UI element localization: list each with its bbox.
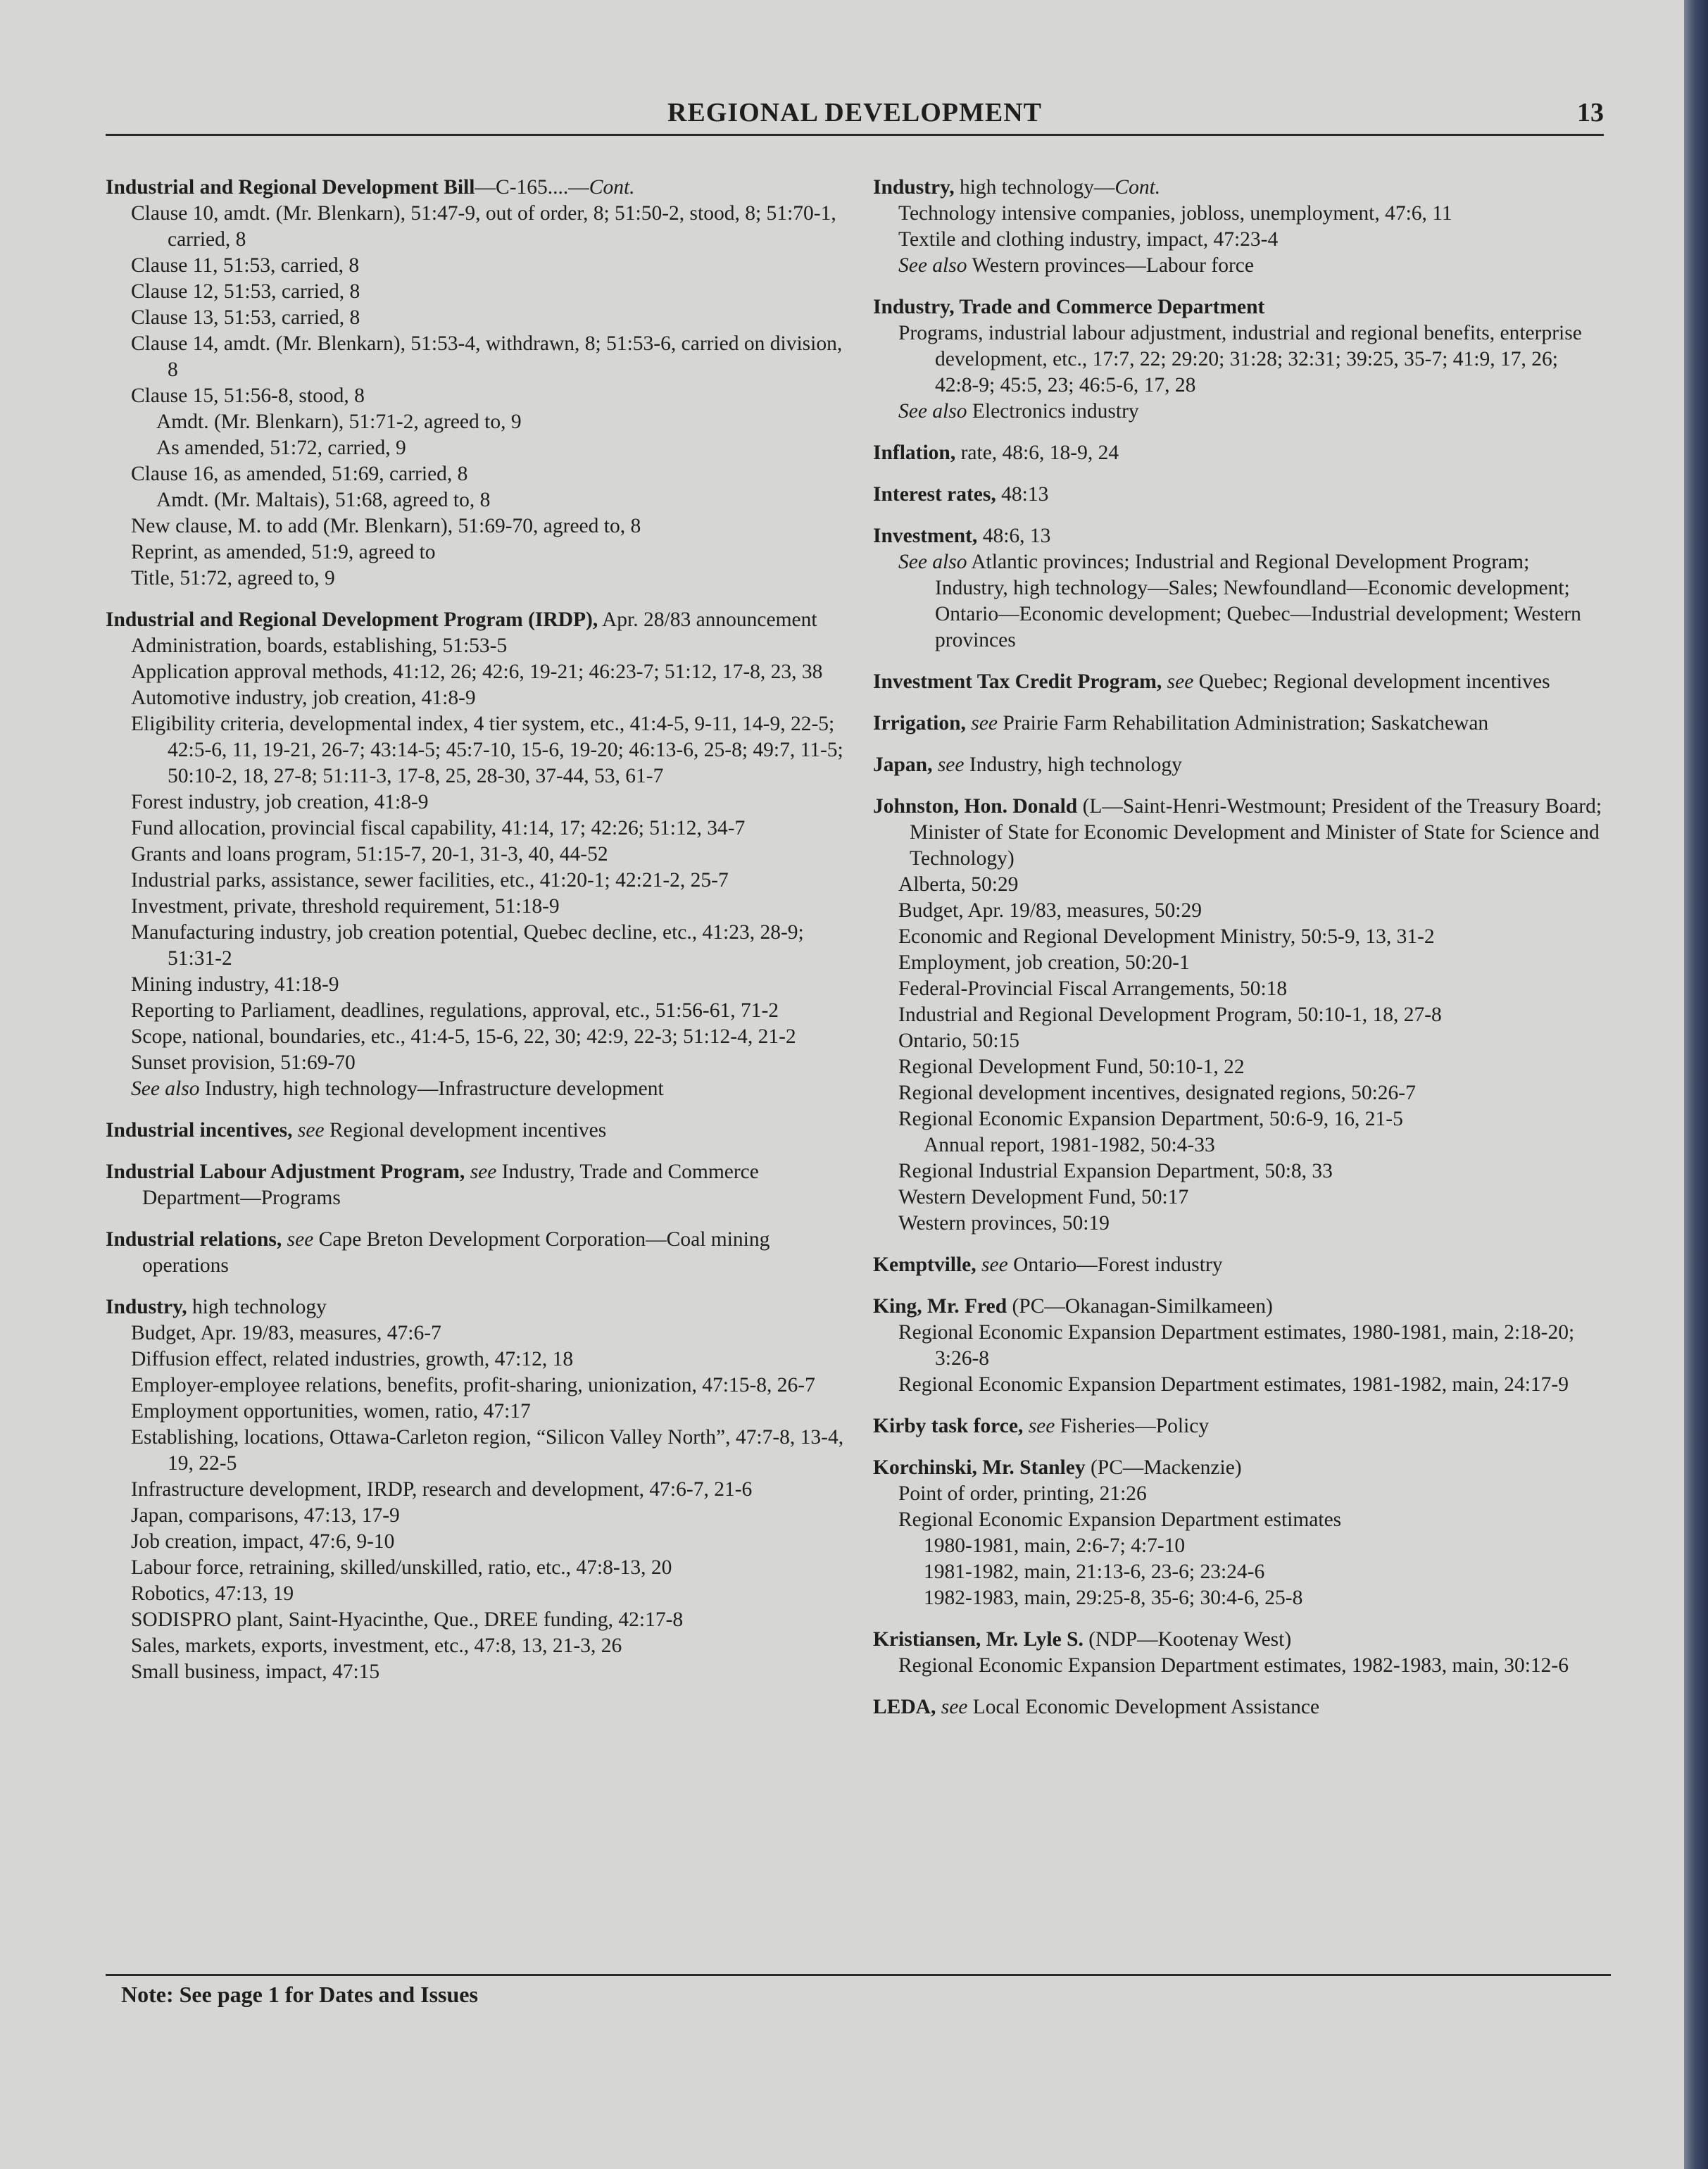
sub-entry-text: Sales, markets, exports, investment, etc., 47:8, 13, 21-3, 26 xyxy=(131,1634,622,1657)
entry-term: Inflation, xyxy=(873,442,956,464)
sub-entry xyxy=(131,633,852,659)
footer-note: Note: See page 1 for Dates and Issues xyxy=(121,1982,478,2007)
sub-entry-text: Western provinces, 50:19 xyxy=(898,1212,1110,1234)
sub-entry xyxy=(131,1581,852,1607)
sub-entry xyxy=(131,1555,852,1581)
entry-locator: (L—Saint-Henri-Westmount; President of the Treasury Board; Minister of State for Economic Development and Minister of State for Science and Technology) xyxy=(910,795,1602,870)
sub-entry xyxy=(898,1211,1605,1237)
sub-entry-text: Clause 16, as amended, 51:69, carried, 8 xyxy=(131,463,468,485)
sub-entry-text: New clause, M. to add (Mr. Blenkarn), 51:69-70, agreed to, 8 xyxy=(131,515,641,537)
entry-heading xyxy=(873,523,1605,549)
index-entry xyxy=(873,1413,1605,1439)
entry-term: Japan, xyxy=(873,754,933,776)
sub-entry xyxy=(924,1585,1605,1611)
entry-heading xyxy=(106,607,852,633)
index-entry xyxy=(873,752,1605,778)
entry-locator: (PC—Mackenzie) xyxy=(1085,1456,1242,1479)
sub-entry xyxy=(156,409,852,435)
index-entry xyxy=(873,294,1605,425)
sub-entry xyxy=(131,1346,852,1373)
sub-entry xyxy=(131,1320,852,1346)
sub-entry xyxy=(156,435,852,461)
entry-locator: high technology xyxy=(187,1296,327,1318)
sub-entry-text: Regional Economic Expansion Department estimates, 1982-1983, main, 30:12-6 xyxy=(898,1654,1569,1677)
index-entry xyxy=(873,1455,1605,1611)
see-reference: see xyxy=(1167,670,1194,693)
see-also-reference: See also xyxy=(131,1077,200,1100)
sub-entry-text: Clause 14, amdt. (Mr. Blenkarn), 51:53-4, withdrawn, 8; 51:53-6, carried on division, 8 xyxy=(131,332,843,381)
sub-entry-text: 1981-1982, main, 21:13-6, 23-6; 23:24-6 xyxy=(924,1561,1265,1583)
sub-entry xyxy=(898,1320,1605,1372)
sub-entry-text: Title, 51:72, agreed to, 9 xyxy=(131,567,335,589)
entry-heading xyxy=(106,1118,852,1144)
sub-entry xyxy=(131,711,852,789)
sub-entry xyxy=(898,924,1605,950)
sub-entry xyxy=(131,279,852,305)
sub-entry xyxy=(898,1653,1605,1679)
sub-entry-text: As amended, 51:72, carried, 9 xyxy=(156,437,406,459)
entry-heading xyxy=(873,1694,1605,1720)
entry-term: Korchinski, Mr. Stanley xyxy=(873,1456,1086,1479)
see-reference: see xyxy=(1028,1415,1055,1437)
see-also-reference: See also xyxy=(898,400,967,423)
sub-entry xyxy=(131,659,852,685)
sub-entry xyxy=(131,1477,852,1503)
sub-entry xyxy=(156,487,852,513)
entry-locator: Apr. 28/83 announcement xyxy=(598,608,817,631)
entry-locator: 48:13 xyxy=(996,483,1049,506)
sub-entry-text: Grants and loans program, 51:15-7, 20-1, 31-3, 40, 44-52 xyxy=(131,843,608,865)
sub-entry xyxy=(898,227,1605,253)
sub-entry-text: Establishing, locations, Ottawa-Carleton region, “Silicon Valley North”, 47:7-8, 13-4, 19, 22-5 xyxy=(131,1426,844,1475)
sub-entry xyxy=(898,320,1605,399)
index-entry xyxy=(873,1294,1605,1398)
sub-entry-text: Budget, Apr. 19/83, measures, 50:29 xyxy=(898,899,1202,922)
entry-locator: rate, 48:6, 18-9, 24 xyxy=(955,442,1119,464)
entry-term: King, Mr. Fred xyxy=(873,1295,1007,1318)
continued-marker: Cont. xyxy=(589,176,635,199)
sub-entry xyxy=(131,1399,852,1425)
entry-term: Industry, xyxy=(106,1296,187,1318)
sub-entry xyxy=(898,1028,1605,1054)
entry-heading xyxy=(873,1294,1605,1320)
entry-locator: Industry, high technology xyxy=(964,754,1182,776)
sub-entry xyxy=(131,1024,852,1050)
sub-entry xyxy=(898,201,1605,227)
sub-entry-text: Small business, impact, 47:15 xyxy=(131,1661,380,1683)
entry-heading xyxy=(873,752,1605,778)
sub-entry-text: Annual report, 1981-1982, 50:4-33 xyxy=(924,1134,1215,1156)
sub-entry xyxy=(131,894,852,920)
index-column-right xyxy=(873,175,1605,1736)
entry-heading xyxy=(873,440,1605,466)
sub-entry-text: Textile and clothing industry, impact, 47:23-4 xyxy=(898,228,1279,251)
sub-entry xyxy=(898,549,1605,654)
sub-entry-text: Electronics industry xyxy=(967,400,1139,423)
entry-heading xyxy=(873,794,1605,872)
see-reference: see xyxy=(971,712,998,735)
sub-entry-text: Clause 11, 51:53, carried, 8 xyxy=(131,254,360,277)
entry-term: Kirby task force, xyxy=(873,1415,1024,1437)
entry-locator: Regional development incentives xyxy=(324,1119,607,1142)
sub-entry xyxy=(898,1158,1605,1184)
sub-entry xyxy=(131,1529,852,1555)
see-reference: see xyxy=(470,1161,497,1183)
entry-heading xyxy=(873,294,1605,320)
index-entry xyxy=(106,1159,852,1211)
entry-heading xyxy=(106,1294,852,1320)
entry-locator: (PC—Okanagan-Similkameen) xyxy=(1007,1295,1273,1318)
sub-entry xyxy=(924,1559,1605,1585)
sub-entry xyxy=(898,1372,1605,1398)
sub-entry-text: Robotics, 47:13, 19 xyxy=(131,1582,294,1605)
sub-entry-text: Economic and Regional Development Ministry, 50:5-9, 13, 31-2 xyxy=(898,925,1435,948)
entry-locator: (NDP—Kootenay West) xyxy=(1083,1628,1292,1651)
sub-entry-text: Automotive industry, job creation, 41:8-9 xyxy=(131,687,476,709)
index-entry xyxy=(106,1294,852,1685)
index-entry xyxy=(873,523,1605,654)
sub-entry xyxy=(131,1633,852,1659)
sub-entry-text: Application approval methods, 41:12, 26; 42:6, 19-21; 46:23-7; 51:12, 17-8, 23, 38 xyxy=(131,661,823,683)
sub-entry xyxy=(131,815,852,842)
index-entry xyxy=(873,1694,1605,1720)
index-entry xyxy=(873,440,1605,466)
see-also-reference: See also xyxy=(898,254,967,277)
index-entry xyxy=(873,482,1605,508)
entry-term: Kemptville, xyxy=(873,1254,977,1276)
entry-heading xyxy=(873,669,1605,695)
sub-entry xyxy=(898,1080,1605,1106)
entry-locator: Fisheries—Policy xyxy=(1055,1415,1210,1437)
sub-entry-text: SODISPRO plant, Saint-Hyacinthe, Que., DREE funding, 42:17-8 xyxy=(131,1608,684,1631)
sub-entry xyxy=(131,201,852,253)
entry-locator: Prairie Farm Rehabilitation Administration; Saskatchewan xyxy=(997,712,1489,735)
sub-entry-text: Investment, private, threshold requirement, 51:18-9 xyxy=(131,895,560,918)
entry-term: LEDA, xyxy=(873,1696,936,1718)
sub-entry-text: Forest industry, job creation, 41:8-9 xyxy=(131,791,429,813)
see-reference: see xyxy=(937,754,965,776)
entry-term: Industrial incentives, xyxy=(106,1119,293,1142)
entry-heading xyxy=(873,711,1605,737)
sub-entry-text: Japan, comparisons, 47:13, 17-9 xyxy=(131,1504,400,1527)
sub-entry-text: Regional Economic Expansion Department estimates xyxy=(898,1508,1342,1531)
sub-entry-text: 1982-1983, main, 29:25-8, 35-6; 30:4-6, 25-8 xyxy=(924,1587,1303,1609)
index-entry xyxy=(873,1627,1605,1679)
sub-entry-text: 1980-1981, main, 2:6-7; 4:7-10 xyxy=(924,1534,1186,1557)
sub-entry-text: Budget, Apr. 19/83, measures, 47:6-7 xyxy=(131,1322,441,1344)
sub-entry-text: Infrastructure development, IRDP, research and development, 47:6-7, 21-6 xyxy=(131,1478,753,1501)
entry-heading xyxy=(873,1413,1605,1439)
index-entry xyxy=(873,711,1605,737)
sub-entry-text: Western Development Fund, 50:17 xyxy=(898,1186,1189,1208)
sub-entry-text: Regional Economic Expansion Department estimates, 1980-1981, main, 2:18-20; 3:26-8 xyxy=(898,1321,1575,1370)
sub-entry xyxy=(898,399,1605,425)
entry-term: Johnston, Hon. Donald xyxy=(873,795,1078,818)
index-entry xyxy=(873,669,1605,695)
sub-entry xyxy=(898,976,1605,1002)
sub-entry-text: Sunset provision, 51:69-70 xyxy=(131,1051,356,1074)
sub-entry xyxy=(131,331,852,383)
sub-entry xyxy=(131,539,852,565)
sub-entry xyxy=(131,305,852,331)
continued-marker: Cont. xyxy=(1114,176,1161,199)
sub-entry xyxy=(131,1050,852,1076)
entry-heading xyxy=(873,482,1605,508)
index-entry xyxy=(873,794,1605,1237)
sub-entry xyxy=(898,898,1605,924)
sub-entry xyxy=(131,998,852,1024)
entry-locator: Ontario—Forest industry xyxy=(1007,1254,1223,1276)
sub-entry xyxy=(131,842,852,868)
entry-term: Irrigation, xyxy=(873,712,966,735)
sub-entry-text: Western provinces—Labour force xyxy=(967,254,1254,277)
entry-term: Industrial relations, xyxy=(106,1228,282,1251)
sub-entry-text: Clause 13, 51:53, carried, 8 xyxy=(131,306,360,329)
entry-locator: Cape Breton Development Corporation—Coal mining operations xyxy=(142,1228,770,1277)
running-title: REGIONAL DEVELOPMENT xyxy=(667,98,1043,127)
sub-entry xyxy=(898,1481,1605,1507)
sub-entry xyxy=(898,1106,1605,1132)
entry-term: Interest rates, xyxy=(873,483,996,506)
see-reference: see xyxy=(941,1696,968,1718)
entry-term: Industry, Trade and Commerce Department xyxy=(873,296,1265,318)
sub-entry-text: Programs, industrial labour adjustment, industrial and regional benefits, enterprise development, etc., 17:7, 22; 29:20; 31:28; 32:31; 39:25, 35-7; 41:9, 17, 26; 42:8-9; 45:5, 23; 46:5-6, 17, 28 xyxy=(898,322,1582,396)
sub-entry-text: Reporting to Parliament, deadlines, regulations, approval, etc., 51:56-61, 71-2 xyxy=(131,999,779,1022)
see-also-reference: See also xyxy=(898,551,967,573)
sub-entry-text: Amdt. (Mr. Blenkarn), 51:71-2, agreed to, 9 xyxy=(156,411,522,433)
page-number: 13 xyxy=(1577,98,1604,127)
entry-term: Investment, xyxy=(873,525,978,547)
sub-entry xyxy=(131,1659,852,1685)
sub-entry xyxy=(131,685,852,711)
sub-entry-text: Job creation, impact, 47:6, 9-10 xyxy=(131,1530,395,1553)
entry-term: Investment Tax Credit Program, xyxy=(873,670,1162,693)
sub-entry xyxy=(131,1425,852,1477)
sub-entry-text: Clause 15, 51:56-8, stood, 8 xyxy=(131,385,365,407)
footer-rule xyxy=(106,1974,1611,1976)
sub-entry-text: Diffusion effect, related industries, growth, 47:12, 18 xyxy=(131,1348,574,1370)
sub-entry-text: Employer-employee relations, benefits, profit-sharing, unionization, 47:15-8, 26-7 xyxy=(131,1374,815,1396)
index-entry xyxy=(106,175,852,592)
sub-entry-text: Mining industry, 41:18-9 xyxy=(131,973,339,996)
sub-entry-text: Industry, high technology—Infrastructure development xyxy=(199,1077,664,1100)
sub-entry xyxy=(924,1533,1605,1559)
sub-entry-text: Eligibility criteria, developmental index, 4 tier system, etc., 41:4-5, 9-11, 14-9, 22-5; 42:5-6, 11, 19-21, 26-7; 43:14-5; 45:7-10, 15-6, 19-20; 46:13-6, 25-8; 49:7, 11-5; 50:10-2, 18, 27-8; 51:11-3, 17-8, 25, 28-30, 37-44, 53, 61-7 xyxy=(131,713,843,787)
entry-heading xyxy=(106,175,852,201)
sub-entry-text: Regional Economic Expansion Department, 50:6-9, 16, 21-5 xyxy=(898,1108,1403,1130)
entry-heading xyxy=(106,1227,852,1279)
sub-entry-text: Industrial and Regional Development Program, 50:10-1, 18, 27-8 xyxy=(898,1004,1442,1026)
sub-entry xyxy=(898,872,1605,898)
sub-entry-text: Technology intensive companies, jobloss, unemployment, 47:6, 11 xyxy=(898,202,1452,225)
index-entry xyxy=(873,175,1605,279)
sub-entry-text: Regional Economic Expansion Department estimates, 1981-1982, main, 24:17-9 xyxy=(898,1373,1569,1396)
index-entry xyxy=(106,607,852,1102)
entry-locator: Local Economic Development Assistance xyxy=(967,1696,1320,1718)
index-entry xyxy=(106,1227,852,1279)
sub-entry-text: Labour force, retraining, skilled/unskilled, ratio, etc., 47:8-13, 20 xyxy=(131,1556,672,1579)
sub-entry xyxy=(131,1503,852,1529)
sub-entry-text: Point of order, printing, 21:26 xyxy=(898,1482,1147,1505)
sub-entry xyxy=(924,1132,1605,1158)
sub-entry xyxy=(898,1002,1605,1028)
sub-entry xyxy=(131,253,852,279)
see-reference: see xyxy=(981,1254,1008,1276)
sub-entry xyxy=(131,1607,852,1633)
sub-entry-text: Reprint, as amended, 51:9, agreed to xyxy=(131,541,436,563)
sub-entry xyxy=(131,920,852,972)
entry-heading xyxy=(873,1627,1605,1653)
sub-entry-text: Regional Development Fund, 50:10-1, 22 xyxy=(898,1056,1245,1078)
sub-entry-text: Federal-Provincial Fiscal Arrangements, 50:18 xyxy=(898,977,1288,1000)
sub-entry-text: Fund allocation, provincial fiscal capability, 41:14, 17; 42:26; 51:12, 34-7 xyxy=(131,817,746,839)
entry-locator: Quebec; Regional development incentives xyxy=(1193,670,1550,693)
index-entry xyxy=(106,1118,852,1144)
sub-entry xyxy=(131,383,852,409)
sub-entry-text: Employment opportunities, women, ratio, 47:17 xyxy=(131,1400,531,1423)
entry-term: Industrial Labour Adjustment Program, xyxy=(106,1161,465,1183)
sub-entry xyxy=(898,1507,1605,1533)
entry-heading xyxy=(873,1252,1605,1278)
entry-term: Industry, xyxy=(873,176,955,199)
sub-entry-text: Clause 12, 51:53, carried, 8 xyxy=(131,280,360,303)
entry-locator: Industry, Trade and Commerce Department—Programs xyxy=(142,1161,759,1209)
see-reference: see xyxy=(287,1228,314,1251)
sub-entry-text: Ontario, 50:15 xyxy=(898,1030,1020,1052)
index-entry xyxy=(873,1252,1605,1278)
entry-term: Industrial and Regional Development Program (IRDP), xyxy=(106,608,598,631)
sub-entry-text: Clause 10, amdt. (Mr. Blenkarn), 51:47-9, out of order, 8; 51:50-2, stood, 8; 51:70-1, carried, 8 xyxy=(131,202,836,251)
entry-term: Kristiansen, Mr. Lyle S. xyxy=(873,1628,1084,1651)
entry-heading xyxy=(106,1159,852,1211)
sub-entry xyxy=(131,868,852,894)
sub-entry xyxy=(898,253,1605,279)
see-reference: see xyxy=(297,1119,325,1142)
sub-entry-text: Manufacturing industry, job creation potential, Quebec decline, etc., 41:23, 28-9; 51:31-2 xyxy=(131,921,804,970)
sub-entry-text: Regional Industrial Expansion Department, 50:8, 33 xyxy=(898,1160,1333,1182)
entry-heading xyxy=(873,175,1605,201)
entry-term: Industrial and Regional Development Bill xyxy=(106,176,475,199)
entry-locator: high technology— xyxy=(954,176,1115,199)
sub-entry-text: Regional development incentives, designated regions, 50:26-7 xyxy=(898,1082,1416,1104)
sub-entry xyxy=(898,1054,1605,1080)
sub-entry-text: Employment, job creation, 50:20-1 xyxy=(898,951,1190,974)
entry-heading xyxy=(873,1455,1605,1481)
entry-locator: 48:6, 13 xyxy=(977,525,1051,547)
page-header xyxy=(106,94,1604,136)
sub-entry-text: Industrial parks, assistance, sewer facilities, etc., 41:20-1; 42:21-2, 25-7 xyxy=(131,869,729,892)
sub-entry xyxy=(131,513,852,539)
sub-entry-text: Alberta, 50:29 xyxy=(898,873,1019,896)
sub-entry xyxy=(131,972,852,998)
sub-entry-text: Scope, national, boundaries, etc., 41:4-5, 15-6, 22, 30; 42:9, 22-3; 51:12-4, 21-2 xyxy=(131,1025,796,1048)
sub-entry-text: Administration, boards, establishing, 51:53-5 xyxy=(131,635,508,657)
sub-entry-text: Atlantic provinces; Industrial and Regional Development Program; Industry, high technology—Sales; Newfoundland—Economic development; Ontario—Economic development; Quebec—Industrial development; Western provinces xyxy=(935,551,1581,651)
sub-entry xyxy=(131,789,852,815)
sub-entry xyxy=(131,1076,852,1102)
sub-entry xyxy=(131,1373,852,1399)
index-column-left xyxy=(106,175,852,1701)
entry-locator: —C-165....— xyxy=(475,176,589,199)
binding-edge xyxy=(1684,0,1708,2169)
sub-entry xyxy=(898,950,1605,976)
sub-entry xyxy=(131,565,852,592)
sub-entry-text: Amdt. (Mr. Maltais), 51:68, agreed to, 8 xyxy=(156,489,491,511)
sub-entry xyxy=(131,461,852,487)
sub-entry xyxy=(898,1184,1605,1211)
